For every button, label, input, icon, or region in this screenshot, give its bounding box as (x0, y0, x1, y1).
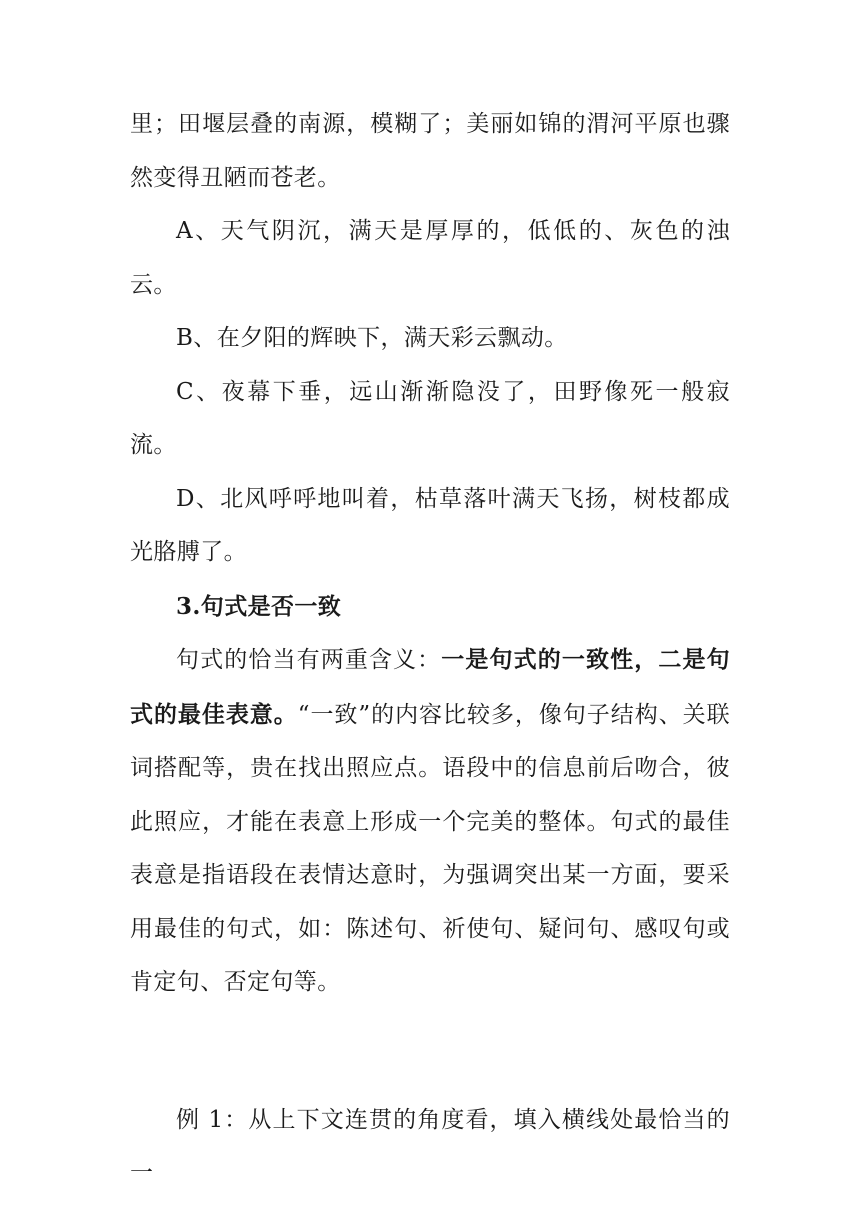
example-1: 例 1：从上下文连贯的角度看，填入横线处最恰当的一 (130, 1106, 730, 1186)
body-rest: “一致”的内容比较多，像句子结构、关联词搭配等，贵在找出照应点。语段中的信息前后吻合，彼此照应，才能在表意上形成一个完美的整体。句式的最佳表意是指语段在表情达意时，为强调突出某一方面，要采用最佳的句式，如：陈述句、祈使句、疑问句、感叹句或肯定句、否定句等。 (130, 701, 730, 995)
option-b: B、在夕阳的辉映下，满天彩云飘动。 (176, 325, 568, 351)
document-page (130, 98, 730, 1201)
option-d: D、北风呼呼地叫着，枯草落叶满天飞扬，树枝都成光胳膊了。 (130, 485, 730, 565)
option-c: C、夜幕下垂，远山渐渐隐没了，田野像死一般寂流。 (130, 378, 730, 458)
body-intro: 句式的恰当有两重含义： (176, 647, 442, 673)
section-heading: 3.句式是否一致 (176, 592, 342, 620)
paragraph-continuation: 里；田堰层叠的南源，模糊了；美丽如锦的渭河平原也骤然变得丑陋而苍老。 (130, 111, 730, 191)
body-bold-phrase: 一是句式的一致性，二是句式的最佳表意。 (130, 646, 730, 728)
blank-gap (130, 1010, 730, 1094)
body-paragraph (130, 633, 730, 1010)
option-a: A、天气阴沉，满天是厚厚的，低低的、灰色的浊云。 (130, 218, 730, 298)
